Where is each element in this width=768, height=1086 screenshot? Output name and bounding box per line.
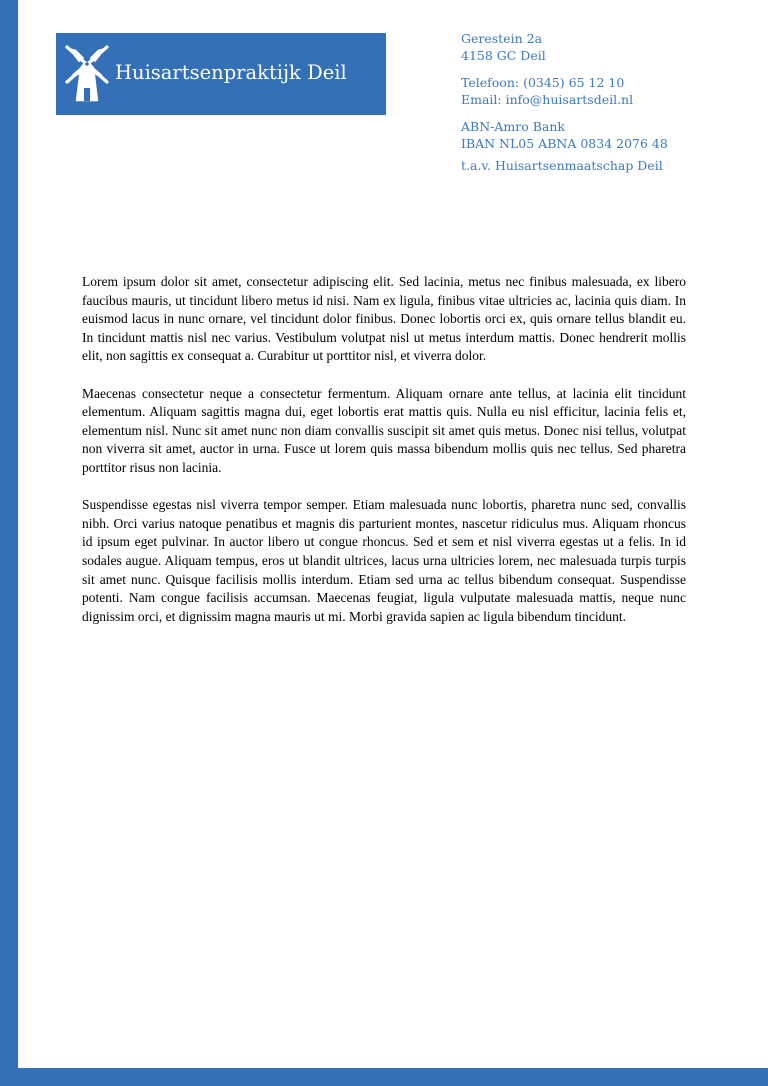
attention-line: t.a.v. Huisartsenmaatschap Deil xyxy=(461,158,663,173)
letterhead-logo xyxy=(56,33,386,115)
body-paragraph: Suspendisse egestas nisl viverra tempor semper. Etiam malesuada nunc lobortis, pharetra nunc sed, convallis nibh. Orci varius natoque penatibus et magnis dis parturient montes, nascetur ridiculus mus. Aliquam rhoncus id ipsum eget pulvinar. In auctor libero ut congue rhoncus. Sed et sem et nisl viverra egestas ut a felis. In id sodales augue. Aliquam tempus, eros ut blandit ultrices, lacus urna ultricies lorem, nec malesuada turpis turpis sit amet nunc. Quisque facilisis mollis interdum. Etiam sed urna ac tellus bibendum consequat. Suspendisse potenti. Nam congue facilisis accumsan. Maecenas feugiat, ligula vulputate malesuada mattis, neque nunc dignissim orci, et dignissim magna mauris ut mi. Morbi gravida sapien ac ligula bibendum tincidunt. xyxy=(82,497,686,624)
iban-number: IBAN NL05 ABNA 0834 2076 48 xyxy=(461,136,668,151)
address-postal-city: 4158 GC Deil xyxy=(461,48,546,63)
contact-details xyxy=(461,30,668,174)
body-paragraph: Maecenas consectetur neque a consectetur fermentum. Aliquam ornare ante tellus, at lacinia elit tincidunt elementum. Aliquam sagittis magna dui, eget lobortis erat mattis quis. Nulla eu nisl efficitur, lacinia felis et, elementum nisl. Nunc sit amet nunc non diam convallis suscipit sit amet quis metus. Donec nisi tellus, volutpat non viverra sit amet, auctor in urna. Fusce ut lorem quis massa bibendum mollis quis nec tellus. Sed pharetra porttitor risus non lacinia. xyxy=(82,385,686,475)
bank-name: ABN-Amro Bank xyxy=(461,119,565,134)
address-street: Gerestein 2a xyxy=(461,31,543,46)
email-address[interactable]: Email: info@huisartsdeil.nl xyxy=(461,92,634,107)
phone-number: Telefoon: (0345) 65 12 10 xyxy=(461,75,625,90)
page-border-left xyxy=(0,0,18,1086)
windmill-icon xyxy=(64,44,110,104)
page-border-bottom xyxy=(0,1068,768,1086)
letter-body xyxy=(82,273,686,645)
body-paragraph: Lorem ipsum dolor sit amet, consectetur adipiscing elit. Sed lacinia, metus nec finibus malesuada, ex libero faucibus mauris, ut tincidunt libero metus id nisi. Nam ex ligula, finibus vitae ultricies ac, lacinia quis diam. In euismod lacus in nunc ornare, vel tincidunt dolor finibus. Donec lobortis orci ex, quis ornare tellus blandit eu. In tincidunt mattis nisl nec varius. Vestibulum volutpat nisl ut metus interdum mattis. Donec hendrerit mollis elit, non sagittis ex consequat a. Curabitur ut porttitor nisl, et viverra dolor. xyxy=(82,274,686,364)
practice-name: Huisartsenpraktijk Deil xyxy=(115,61,347,84)
